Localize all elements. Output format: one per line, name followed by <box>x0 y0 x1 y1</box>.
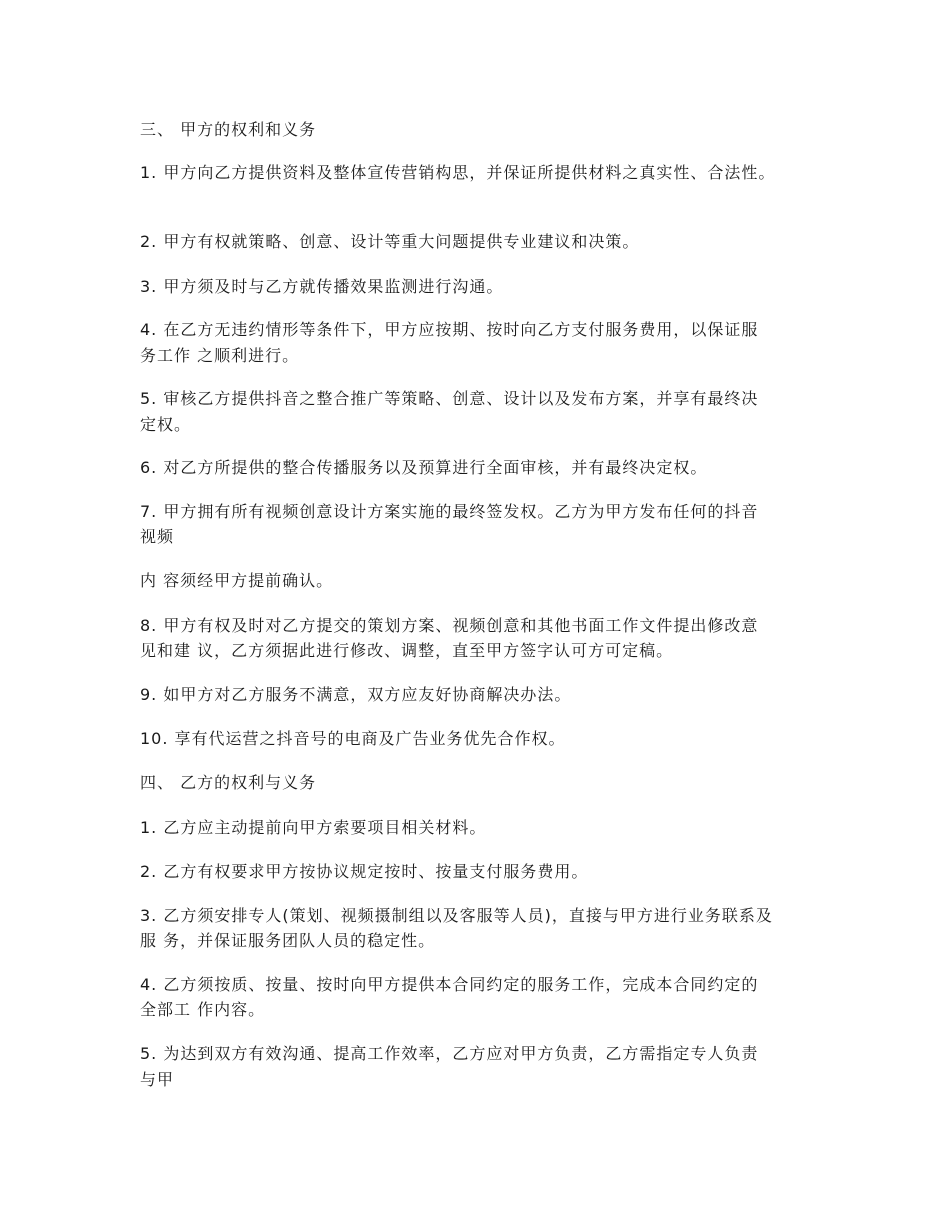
paragraph-line: 全部工 作内容。 <box>140 1000 266 1019</box>
paragraph-line: 3. 乙方须安排专人(策划、视频摄制组以及客服等人员)，直接与甲方进行业务联系及 <box>140 906 773 925</box>
paragraph-line: 定权。 <box>140 415 192 434</box>
paragraph-line: 3. 甲方须及时与乙方就传播效果监测进行沟通。 <box>140 277 504 296</box>
paragraph-line: 与甲 <box>140 1070 175 1089</box>
paragraph-line: 务工作 之顺利进行。 <box>140 346 300 365</box>
paragraph-line: 7. 甲方拥有所有视频创意设计方案实施的最终签发权。乙方为甲方发布任何的抖音 <box>140 502 759 521</box>
paragraph-line: 服 务，并保证服务团队人员的稳定性。 <box>140 931 436 950</box>
paragraph-line: 4. 在乙方无违约情形等条件下，甲方应按期、按时向乙方支付服务费用，以保证服 <box>140 320 759 339</box>
paragraph-line: 2. 乙方有权要求甲方按协议规定按时、按量支付服务费用。 <box>140 862 589 881</box>
paragraph-line: 4. 乙方须按质、按量、按时向甲方提供本合同约定的服务工作，完成本合同约定的 <box>140 975 759 994</box>
paragraph-line: 见和建 议，乙方须据此进行修改、调整，直至甲方签字认可方可定稿。 <box>140 641 674 660</box>
paragraph-line: 5. 为达到双方有效沟通、提高工作效率，乙方应对甲方负责，乙方需指定专人负责 <box>140 1044 759 1063</box>
paragraph-line: 5. 审核乙方提供抖音之整合推广等策略、创意、设计以及发布方案，并享有最终决 <box>140 389 759 408</box>
section-heading-party-b: 四、 乙方的权利与义务 <box>140 773 317 792</box>
paragraph-line: 视频 <box>140 527 175 546</box>
paragraph-line: 内 容须经甲方提前确认。 <box>140 571 334 590</box>
paragraph-line: 8. 甲方有权及时对乙方提交的策划方案、视频创意和其他书面工作文件提出修改意 <box>140 616 759 635</box>
paragraph-line: 2. 甲方有权就策略、创意、设计等重大问题提供专业建议和决策。 <box>140 232 640 251</box>
paragraph-line: 10. 享有代运营之抖音号的电商及广告业务优先合作权。 <box>140 729 566 748</box>
paragraph-line: 9. 如甲方对乙方服务不满意，双方应友好协商解决办法。 <box>140 685 572 704</box>
paragraph-line: 1. 甲方向乙方提供资料及整体宣传营销构思，并保证所提供材料之真实性、合法性。 <box>140 163 776 182</box>
section-heading-party-a: 三、 甲方的权利和义务 <box>140 120 317 139</box>
paragraph-line: 1. 乙方应主动提前向甲方索要项目相关材料。 <box>140 818 487 837</box>
paragraph-line: 6. 对乙方所提供的整合传播服务以及预算进行全面审核，并有最终决定权。 <box>140 458 708 477</box>
